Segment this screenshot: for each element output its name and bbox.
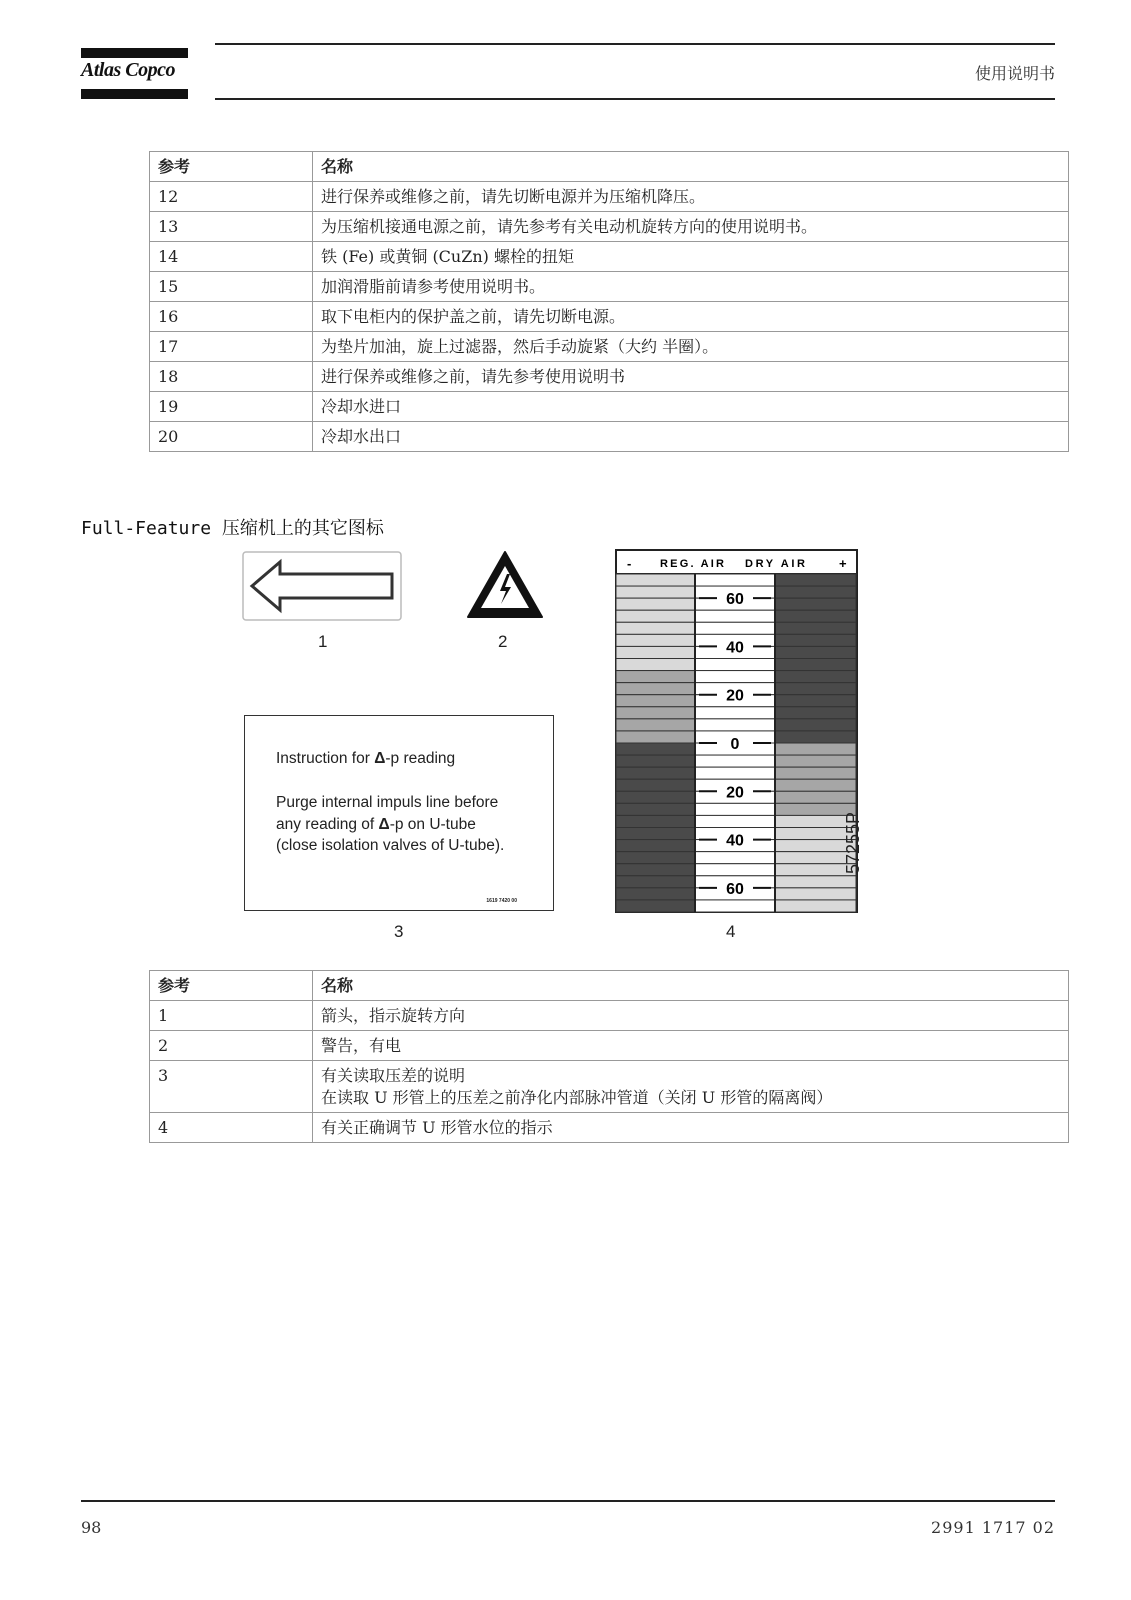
gauge-strip-cell: [775, 731, 856, 743]
gauge-scale-cell: [695, 900, 775, 912]
gauge-strip-cell: [616, 646, 695, 658]
gauge-strip-cell: [616, 900, 695, 912]
figure-label-2: 2: [498, 632, 508, 651]
gauge-strip-cell: [775, 888, 856, 900]
gauge-header-dry-air: DRY AIR: [745, 558, 805, 570]
gauge-scale-cell: [695, 852, 775, 864]
gauge-strip-cell: [775, 610, 856, 622]
instruction-part-code: 1619 7420 00: [486, 898, 517, 904]
gauge-scale-label: 20: [726, 784, 744, 802]
gauge-strip-cell: [775, 755, 856, 767]
gauge-strip-cell: [616, 828, 695, 840]
gauge-strip-cell: [775, 646, 856, 658]
gauge-header-minus: -: [627, 556, 632, 571]
gauge-scale-label: 40: [726, 832, 744, 850]
gauge-strip-cell: [616, 815, 695, 827]
name-cell: 取下电柜内的保护盖之前，请先切断电源。: [313, 302, 1069, 332]
gauge-strip-cell: [616, 719, 695, 731]
ref-cell: 3: [150, 1061, 313, 1113]
gauge-strip-cell: [616, 659, 695, 671]
gauge-strip-cell: [775, 634, 856, 646]
gauge-strip-cell: [616, 888, 695, 900]
table-row: [150, 362, 1069, 392]
gauge-strip-cell: [775, 659, 856, 671]
gauge-strip-cell: [775, 707, 856, 719]
instruction-line-2: [276, 814, 546, 836]
document-title: 使用说明书: [974, 64, 1055, 83]
document-number: 2991 1717 02: [931, 1518, 1055, 1537]
table-row: [150, 242, 1069, 272]
gauge-strip-cell: [616, 610, 695, 622]
gauge-strip-cell: [616, 707, 695, 719]
gauge-strip-cell: [775, 671, 856, 683]
name-cell: 为垫片加油，旋上过滤器，然后手动旋紧（大约 半圈）。: [313, 332, 1069, 362]
logo-bar-top: [81, 48, 188, 58]
ref-cell: 12: [150, 182, 313, 212]
table-row: [150, 302, 1069, 332]
table-header-row: [150, 152, 1069, 182]
name-cell: 进行保养或维修之前，请先参考使用说明书: [313, 362, 1069, 392]
gauge-strip-cell: [616, 791, 695, 803]
electrical-hazard-icon: [465, 549, 545, 621]
instruction-title-suffix: -p reading: [385, 750, 456, 767]
delta-symbol: Δ: [374, 750, 386, 767]
gauge-strip-cell: [775, 598, 856, 610]
gauge-scale-cell: [695, 864, 775, 876]
figure-label-1: 1: [318, 632, 328, 651]
gauge-scale-cell: [695, 719, 775, 731]
gauge-strip-cell: [775, 683, 856, 695]
gauge-strip-cell: [616, 840, 695, 852]
instruction-panel: [244, 715, 554, 911]
gauge-scale-cell: [695, 574, 775, 586]
gauge-strip-cell: [616, 574, 695, 586]
ref-cell: 1: [150, 1001, 313, 1031]
name-cell: [313, 1061, 1069, 1113]
logo-bar-bottom: [81, 89, 188, 99]
name-line-1: 有关读取压差的说明: [321, 1066, 466, 1085]
gauge-scale-label: 60: [726, 880, 744, 898]
name-cell: 箭头，指示旋转方向: [313, 1001, 1069, 1031]
gauge-strip-cell: [616, 671, 695, 683]
gauge-strip-cell: [616, 767, 695, 779]
gauge-scale-cell: [695, 671, 775, 683]
gauge-strip-cell: [775, 779, 856, 791]
delta-symbol: Δ: [378, 815, 390, 833]
gauge-scale-label: 0: [730, 736, 740, 753]
ref-cell: 17: [150, 332, 313, 362]
column-header-name: 名称: [313, 152, 1069, 182]
instruction-title: [276, 750, 455, 768]
gauge-scale-cell: [695, 707, 775, 719]
name-line-2: 在读取 U 形管上的压差之前净化内部脉冲管道（关闭 U 形管的隔离阀）: [321, 1088, 833, 1107]
gauge-strip-cell: [775, 876, 856, 888]
gauge-scale-cell: [695, 755, 775, 767]
name-cell: 有关正确调节 U 形管水位的指示: [313, 1113, 1069, 1143]
gauge-scale-cell: [695, 622, 775, 634]
instruction-line-2-suffix: -p on U-tube: [389, 815, 476, 833]
gauge-strip-cell: [775, 622, 856, 634]
gauge-scale-cell: [695, 803, 775, 815]
table-row: [150, 1031, 1069, 1061]
name-cell: 为压缩机接通电源之前，请先参考有关电动机旋转方向的使用说明书。: [313, 212, 1069, 242]
instruction-line-3: (close isolation valves of U-tube).: [276, 837, 505, 854]
reference-table-1: [149, 151, 1069, 452]
table-header-row: [150, 971, 1069, 1001]
gauge-strip-cell: [775, 574, 856, 586]
gauge-scale-label: 40: [726, 639, 744, 657]
ref-cell: 16: [150, 302, 313, 332]
gauge-strip-cell: [616, 683, 695, 695]
gauge-scale-label: 20: [726, 687, 744, 705]
name-cell: 冷却水出口: [313, 422, 1069, 452]
gauge-strip-cell: [616, 695, 695, 707]
ref-cell: 20: [150, 422, 313, 452]
atlas-copco-logo: Atlas Copco: [81, 59, 175, 81]
instruction-line-1: Purge internal impuls line before: [276, 794, 499, 811]
name-cell: 冷却水进口: [313, 392, 1069, 422]
table-row: [150, 182, 1069, 212]
gauge-strip-cell: [616, 803, 695, 815]
table-row: [150, 212, 1069, 242]
gauge-strip-cell: [616, 755, 695, 767]
header-rule-bottom: [215, 98, 1055, 100]
name-cell: 加润滑脂前请参考使用说明书。: [313, 272, 1069, 302]
table-row: [150, 422, 1069, 452]
ref-cell: 15: [150, 272, 313, 302]
gauge-strip-cell: [775, 586, 856, 598]
gauge-scale-cell: [695, 815, 775, 827]
gauge-strip-cell: [616, 852, 695, 864]
gauge-strip-cell: [616, 598, 695, 610]
ref-cell: 18: [150, 362, 313, 392]
column-header-name: 名称: [313, 971, 1069, 1001]
name-cell: 进行保养或维修之前，请先切断电源并为压缩机降压。: [313, 182, 1069, 212]
gauge-strip-cell: [775, 791, 856, 803]
figure-label-4: 4: [726, 922, 736, 941]
ref-cell: 14: [150, 242, 313, 272]
column-header-ref: 参考: [150, 152, 313, 182]
gauge-scale-cell: [695, 767, 775, 779]
gauge-strip-cell: [616, 586, 695, 598]
rotation-arrow-icon: [242, 551, 402, 621]
table-row: [150, 272, 1069, 302]
ref-cell: 19: [150, 392, 313, 422]
gauge-code: 57255P: [843, 811, 863, 874]
gauge-strip-cell: [616, 864, 695, 876]
gauge-header-reg-air: REG. AIR: [660, 558, 724, 570]
gauge-scale-label: 60: [726, 591, 744, 609]
gauge-strip-cell: [616, 634, 695, 646]
figure-label-3: 3: [394, 922, 404, 941]
gauge-strip-cell: [616, 622, 695, 634]
gauge-strip-cell: [775, 743, 856, 755]
header-rule-top: [215, 43, 1055, 45]
column-header-ref: 参考: [150, 971, 313, 1001]
instruction-body: [276, 792, 546, 857]
table-row: [150, 1113, 1069, 1143]
gauge-header-plus: +: [839, 556, 847, 571]
gauge-strip-cell: [616, 743, 695, 755]
gauge-scale-cell: [695, 610, 775, 622]
name-cell: 警告，有电: [313, 1031, 1069, 1061]
section-title: Full-Feature 压缩机上的其它图标: [81, 518, 384, 539]
ref-cell: 4: [150, 1113, 313, 1143]
footer-rule: [81, 1500, 1055, 1502]
page-number: 98: [81, 1518, 102, 1537]
gauge-strip-cell: [616, 779, 695, 791]
table-row: [150, 332, 1069, 362]
table-row: [150, 1001, 1069, 1031]
gauge-strip-cell: [616, 731, 695, 743]
name-cell: 铁 (Fe) 或黄铜 (CuZn) 螺栓的扭矩: [313, 242, 1069, 272]
table-row: [150, 392, 1069, 422]
gauge-strip-cell: [775, 695, 856, 707]
gauge-strip-cell: [775, 719, 856, 731]
ref-cell: 2: [150, 1031, 313, 1061]
ref-cell: 13: [150, 212, 313, 242]
instruction-line-2-prefix: any reading of: [276, 815, 379, 833]
u-tube-gauge: [615, 549, 860, 914]
gauge-scale-cell: [695, 659, 775, 671]
gauge-strip-cell: [775, 767, 856, 779]
table-row: [150, 1061, 1069, 1113]
reference-table-2: [149, 970, 1069, 1143]
gauge-strip-cell: [616, 876, 695, 888]
instruction-title-prefix: Instruction for: [276, 750, 375, 767]
gauge-strip-cell: [775, 900, 856, 912]
